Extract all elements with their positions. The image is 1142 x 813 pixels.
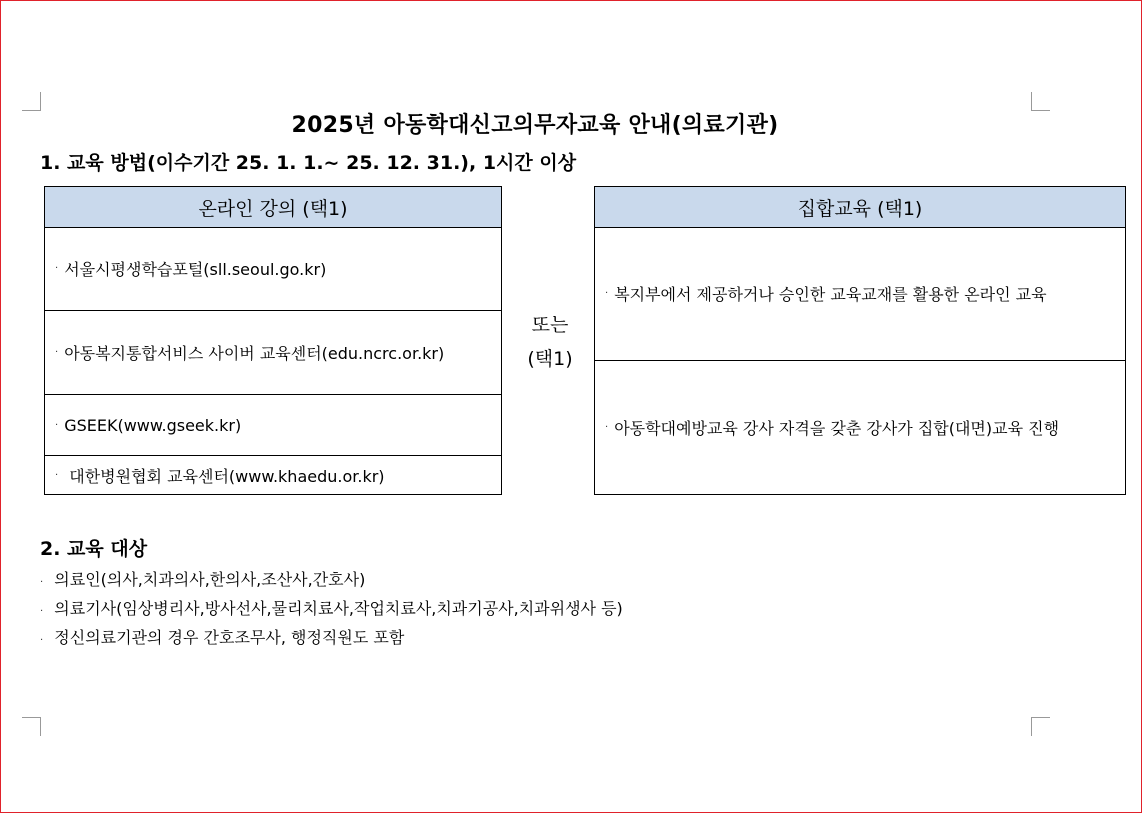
bullet-dot: · xyxy=(55,419,59,431)
online-course-item xyxy=(45,227,501,311)
online-course-item xyxy=(45,311,501,395)
target-list-item-label: 의료인(의사,치과의사,한의사,조산사,간호사) xyxy=(54,570,366,589)
or-choice-label: (택1) xyxy=(527,348,573,370)
bullet-dot: · xyxy=(40,635,44,646)
group-education-item xyxy=(595,361,1125,494)
online-course-item-label: 아동복지통합서비스 사이버 교육센터(edu.ncrc.or.kr) xyxy=(64,344,445,363)
group-education-table xyxy=(594,186,1126,495)
section2-heading: 2. 교육 대상 xyxy=(40,538,148,560)
online-course-item-label: 대한병원협회 교육센터(www.khaedu.or.kr) xyxy=(64,466,385,486)
group-education-header: 집합교육 (택1) xyxy=(595,187,1125,228)
group-education-item-label: 아동학대예방교육 강사 자격을 갖춘 강사가 집합(대면)교육 진행 xyxy=(614,419,1060,438)
group-education-item-label: 복지부에서 제공하거나 승인한 교육교재를 활용한 온라인 교육 xyxy=(614,285,1047,304)
target-list-item xyxy=(40,596,623,619)
online-course-item xyxy=(45,456,501,494)
bullet-dot: · xyxy=(40,606,44,617)
document-title: 2025년 아동학대신고의무자교육 안내(의료기관) xyxy=(291,113,779,138)
online-course-item-label: 서울시평생학습포털(sll.seoul.go.kr) xyxy=(64,260,327,279)
target-list-item xyxy=(40,625,404,648)
target-list-item xyxy=(40,567,365,590)
or-label: 또는 xyxy=(531,314,569,336)
online-course-item xyxy=(45,395,501,456)
target-list-item-label: 의료기사(임상병리사,방사선사,물리치료사,작업치료사,치과기공사,치과위생사 등) xyxy=(54,599,623,618)
section1-heading: 1. 교육 방법(이수기간 25. 1. 1.~ 25. 12. 31.), 1시간 이상 xyxy=(40,152,577,174)
group-education-item xyxy=(595,227,1125,361)
online-course-item-label: GSEEK(www.gseek.kr) xyxy=(64,415,242,435)
crop-mark-bottom-left xyxy=(22,717,41,736)
bullet-dot: · xyxy=(605,422,609,433)
bullet-dot: · xyxy=(40,577,44,588)
bullet-dot: · xyxy=(605,288,609,299)
bullet-dot: · xyxy=(55,263,59,274)
crop-mark-bottom-right xyxy=(1031,717,1050,736)
bullet-dot: · xyxy=(55,469,59,481)
online-course-header: 온라인 강의 (택1) xyxy=(45,187,501,228)
target-list-item-label: 정신의료기관의 경우 간호조무사, 행정직원도 포함 xyxy=(54,628,405,647)
online-course-table xyxy=(44,186,502,495)
bullet-dot: · xyxy=(55,347,59,358)
